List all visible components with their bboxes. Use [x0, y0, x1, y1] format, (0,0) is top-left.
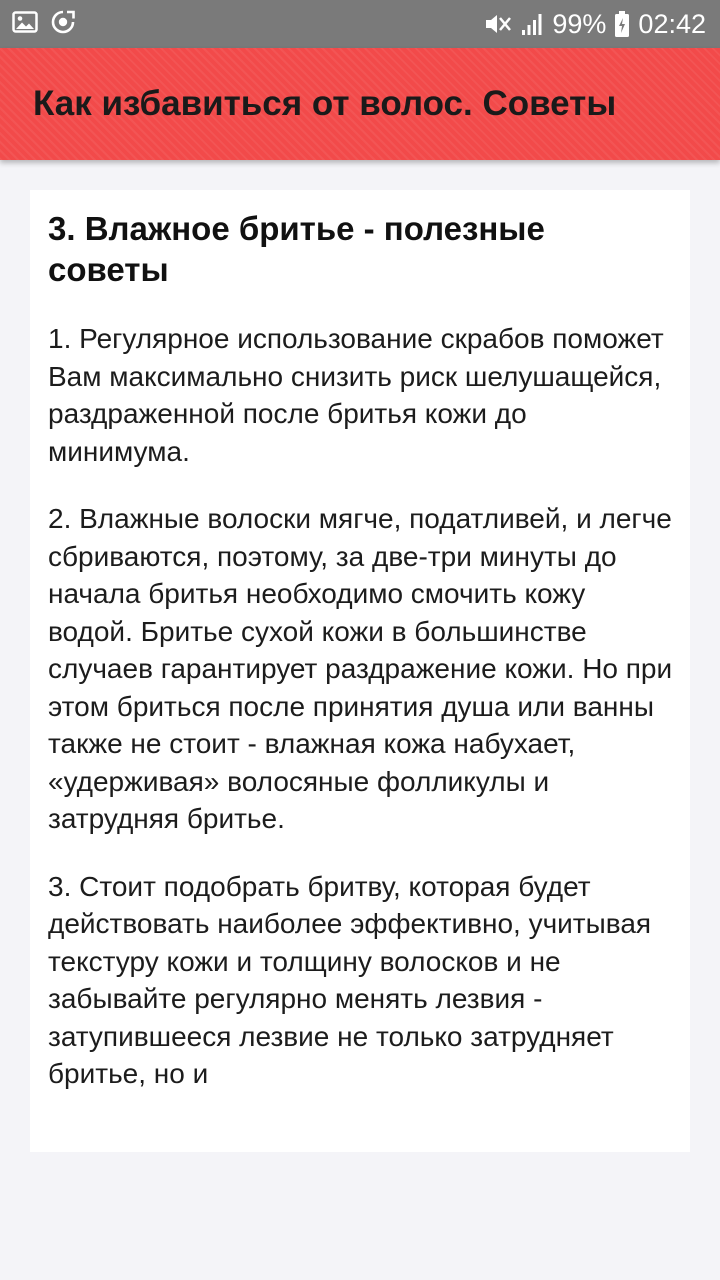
image-icon [12, 10, 38, 39]
clock: 02:42 [638, 8, 706, 39]
battery-level: 99% [552, 8, 607, 39]
article-title: 3. Влажное бритье - полезные советы [48, 210, 545, 288]
status-left [12, 9, 76, 40]
sync-icon [50, 9, 76, 40]
article-paragraph: 1. Регулярное использование скрабов поможет Вам максимально снизить риск шелушащейся, раздраженной после бритья кожи до минимума. [48, 323, 664, 467]
mute-icon [484, 12, 512, 36]
app-bar [0, 48, 720, 160]
signal-icon [520, 12, 544, 36]
battery-icon [614, 10, 630, 38]
app-title: Как избавиться от волос. Советы [33, 84, 617, 123]
status-bar [0, 0, 720, 48]
status-right [484, 9, 706, 40]
article-card[interactable] [30, 190, 690, 1152]
article-paragraph: 3. Стоит подобрать бритву, которая будет действовать наиболее эффективно, учитывая текстуру кожи и толщину волосков и не забывайте регулярно менять лезвия - затупившееся лезвие не только затрудняет бритье, но и [48, 870, 652, 1089]
article-paragraph: 2. Влажные волоски мягче, податливей, и легче сбриваются, поэтому, за две-три минуты до начала бритья необходимо смочить кожу водой. Бритье сухой кожи в большинстве случаев гарантирует раздражение кожи. Но при этом бриться после принятия душа или ванны также не стоит - влажная кожа набухает, «удерживая» волосяные фолликулы и затрудняя бритье. [48, 503, 673, 834]
